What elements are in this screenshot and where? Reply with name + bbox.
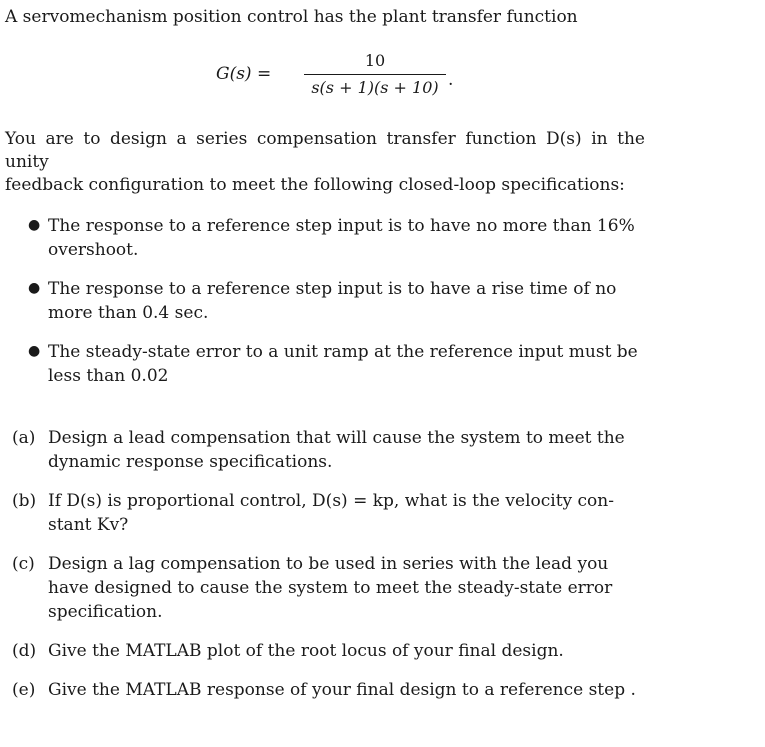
part-line-3: specification. — [48, 602, 163, 622]
part-line-1: Design a lag compensation to be used in series with the lead you — [48, 554, 609, 574]
part-line-1: Give the MATLAB response of your final design to a reference step . — [48, 680, 636, 700]
bullet-icon: ● — [28, 343, 41, 359]
spec-item-overshoot — [28, 214, 643, 262]
spec-item-rise-time — [28, 277, 643, 325]
transfer-function-equation — [212, 50, 472, 106]
equation-denominator: s(s + 1)(s + 10) — [311, 78, 439, 97]
part-line-1: Design a lead compensation that will cause the system to meet the — [48, 428, 625, 448]
part-label: (d) — [12, 641, 37, 661]
bullet-icon: ● — [28, 280, 41, 296]
part-label: (e) — [12, 680, 36, 700]
part-label: (a) — [12, 428, 36, 448]
part-label: (c) — [12, 554, 35, 574]
part-d — [12, 639, 642, 663]
spec-line-1: The response to a reference step input is to have no more than 16% — [48, 216, 635, 236]
part-line-1: If D(s) is proportional control, D(s) = kp, what is the velocity con- — [48, 491, 614, 511]
equation-period: . — [448, 70, 454, 90]
equation-lhs: G(s) = — [216, 64, 272, 84]
part-e — [12, 678, 642, 702]
spec-line-2: overshoot. — [48, 240, 139, 260]
design-instructions-line-2: feedback configuration to meet the following closed-loop specifications: — [5, 175, 625, 195]
spec-line-1: The steady-state error to a unit ramp at the reference input must be — [48, 342, 638, 362]
part-b — [12, 489, 642, 537]
part-c — [12, 552, 642, 624]
design-instructions-line-1: You are to design a series compensation transfer function D(s) in the unity — [5, 129, 645, 172]
bullet-icon: ● — [28, 217, 41, 233]
part-label: (b) — [12, 491, 37, 511]
spec-line-1: The response to a reference step input is to have a rise time of no — [48, 279, 617, 299]
spec-item-steady-state — [28, 340, 643, 388]
intro-text: A servomechanism position control has the plant transfer function — [5, 7, 578, 27]
part-line-2: dynamic response specifications. — [48, 452, 333, 472]
fraction-bar — [304, 74, 446, 75]
design-instructions — [5, 128, 645, 197]
equation-fraction — [304, 50, 446, 99]
equation-numerator: 10 — [364, 51, 386, 70]
part-line-2: stant Kv? — [48, 515, 129, 535]
part-line-1: Give the MATLAB plot of the root locus of your final design. — [48, 641, 564, 661]
spec-line-2: more than 0.4 sec. — [48, 303, 209, 323]
part-line-2: have designed to cause the system to meet the steady-state error — [48, 578, 613, 598]
part-a — [12, 426, 642, 474]
spec-line-2: less than 0.02 — [48, 366, 169, 386]
